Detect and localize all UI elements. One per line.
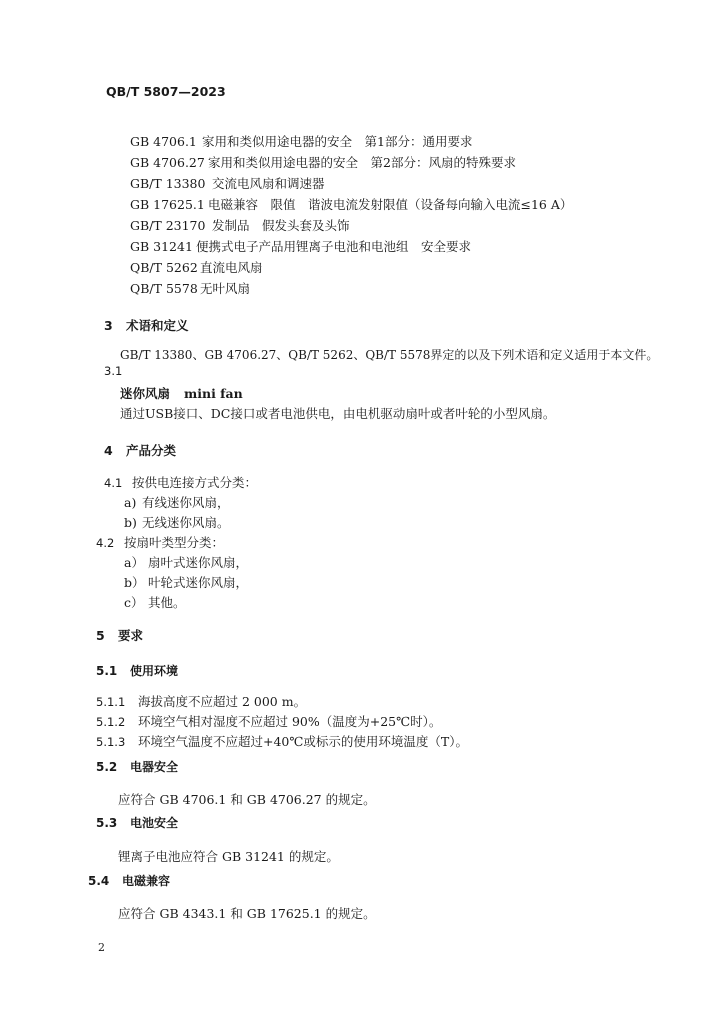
reference-title: 家用和类似用途电器的安全 第2部分：风扇的特殊要求 — [208, 155, 516, 170]
clause-5-1-3: 5.1.3 环境空气温度不应超过+40℃或标示的使用环境温度（T）。 — [96, 734, 468, 749]
section-5-3-text: 锂离子电池应符合 GB 31241 的规定。 — [118, 849, 339, 864]
term-entry — [120, 384, 243, 402]
reference-code: QB/T 5262 — [130, 260, 198, 275]
list-item: b) 无线迷你风扇。 — [124, 515, 230, 530]
section-5-4-text: 应符合 GB 4343.1 和 GB 17625.1 的规定。 — [118, 906, 376, 921]
reference-item — [130, 174, 325, 192]
standard-number: QB/T 5807—2023 — [106, 84, 226, 99]
section-3-intro: GB/T 13380、GB 4706.27、QB/T 5262、QB/T 5578界定的以及下列术语和定义适用于本文件。 — [120, 348, 659, 362]
reference-item — [130, 258, 263, 276]
reference-item — [130, 216, 350, 234]
reference-item — [130, 132, 472, 150]
reference-code: GB 4706.1 — [130, 134, 197, 149]
section-5-1-heading: 5.1 使用环境 — [96, 664, 179, 678]
clause-5-1-1: 5.1.1 海拔高度不应超过 2 000 m。 — [96, 694, 307, 709]
reference-title: 便携式电子产品用锂离子电池和电池组 安全要求 — [196, 239, 472, 254]
section-5-heading: 5 要求 — [96, 628, 144, 643]
reference-item — [130, 279, 250, 297]
section-5-3-heading: 5.3 电池安全 — [96, 816, 179, 830]
reference-title: 发制品 假发头套及头饰 — [212, 218, 350, 233]
section-5-2-text: 应符合 GB 4706.1 和 GB 4706.27 的规定。 — [118, 792, 376, 807]
reference-title: 电磁兼容 限值 谐波电流发射限值（设备每向输入电流≤16 A） — [208, 197, 573, 212]
reference-title: 无叶风扇 — [200, 281, 251, 296]
reference-title: 交流电风扇和调速器 — [212, 176, 325, 191]
term-definition: 通过USB接口、DC接口或者电池供电，由电机驱动扇叶或者叶轮的小型风扇。 — [120, 406, 556, 421]
reference-title: 直流电风扇 — [200, 260, 263, 275]
section-5-2-heading: 5.2 电器安全 — [96, 760, 179, 774]
term-chinese: 迷你风扇 — [120, 386, 171, 401]
clause-4-1: 4.1 按供电连接方式分类： — [104, 475, 258, 490]
reference-title: 家用和类似用途电器的安全 第1部分：通用要求 — [202, 134, 473, 149]
term-english: mini fan — [184, 386, 243, 401]
clause-5-1-2: 5.1.2 环境空气相对湿度不应超过 90%（温度为+25℃时）。 — [96, 714, 442, 729]
reference-code: GB 31241 — [130, 239, 193, 254]
reference-code: GB/T 13380 — [130, 176, 206, 191]
reference-item — [130, 237, 471, 255]
reference-item — [130, 153, 516, 171]
clause-4-2: 4.2 按扇叶类型分类： — [96, 535, 225, 550]
list-item: a） 扇叶式迷你风扇， — [124, 555, 249, 570]
reference-item — [130, 195, 572, 213]
reference-code: GB 4706.27 — [130, 155, 205, 170]
term-number: 3.1 — [104, 364, 123, 378]
section-5-4-heading: 5.4 电磁兼容 — [88, 874, 171, 888]
reference-code: QB/T 5578 — [130, 281, 198, 296]
reference-code: GB/T 23170 — [130, 218, 206, 233]
list-item: b） 叶轮式迷你风扇， — [124, 575, 249, 590]
page-number: 2 — [98, 941, 105, 954]
list-item: a) 有线迷你风扇， — [124, 495, 230, 510]
list-item: c） 其他。 — [124, 595, 186, 610]
reference-code: GB 17625.1 — [130, 197, 205, 212]
section-4-heading: 4 产品分类 — [104, 443, 177, 458]
section-3-heading: 3 术语和定义 — [104, 318, 189, 333]
